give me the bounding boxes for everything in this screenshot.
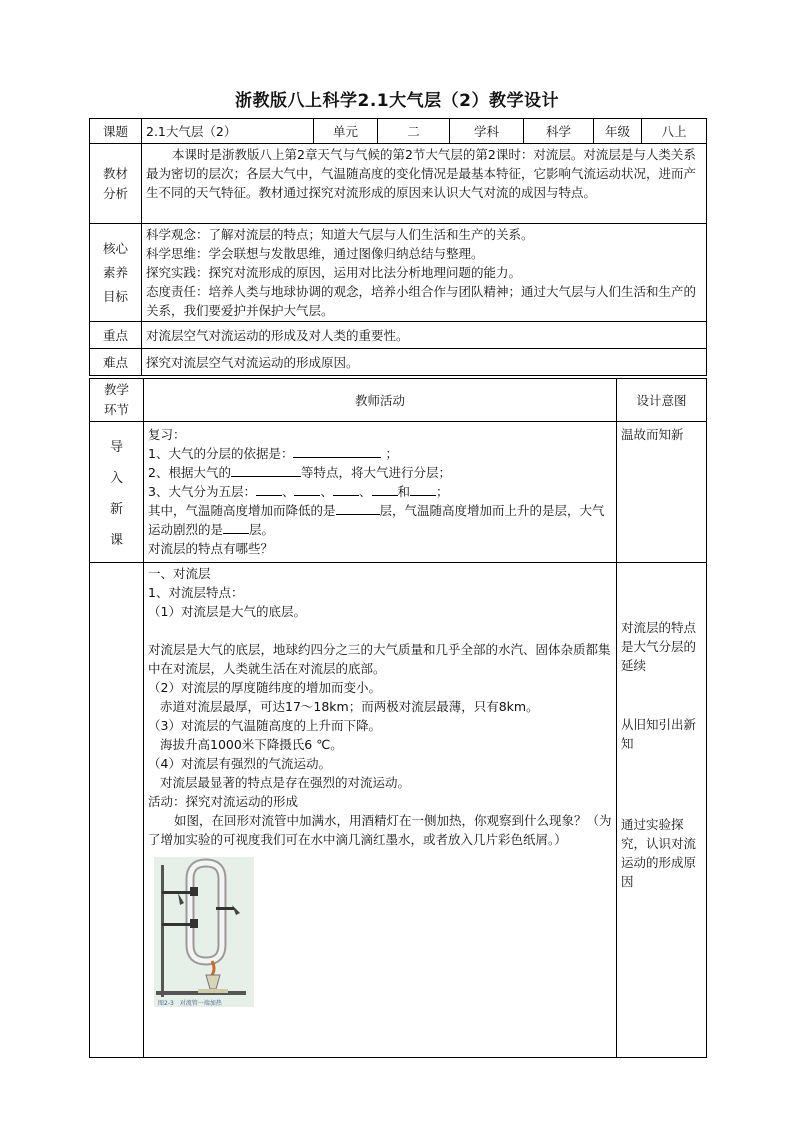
subject-label: 学科: [450, 119, 524, 144]
grade-value: 八上: [642, 119, 707, 144]
lesson-info-table: [89, 118, 707, 376]
literacy-goals: 科学观念：了解对流层的特点；知道大气层与人们生活和生产的关系。 科学思维：学会联想与发散思维，通过图像归纳总结与整理。 探究实践：探究对流形成的原因，运用对比法分析地理问题的能力。 态度责任：培养人类与地球协调的观念，培养小组合作与团队精神；通过大气层与人们生活和生产的关系，我们要爱护并保护大气层。: [142, 224, 707, 322]
topic-value: 2.1大气层（2）: [142, 119, 314, 144]
intro-intent: 温故而知新: [617, 422, 707, 563]
difficulty-text: 探究对流层空气对流运动的形成原因。: [142, 349, 707, 376]
topic-label: 课题: [90, 119, 142, 144]
key-point-text: 对流层空气对流运动的形成及对人类的重要性。: [142, 322, 707, 349]
convection-tube-figure: [154, 857, 254, 1007]
document-title: 浙教版八上科学2.1大气层（2）教学设计: [235, 91, 559, 111]
grade-label: 年级: [594, 119, 642, 144]
lesson-content: 一、对流层 1、对流层特点： （1）对流层是大气的底层。 对流层是大气的底层，地球约四分之三的大气质量和几乎全部的水汽、固体杂质都集中在对流层，人类就生活在对流层的底部。 （2）对流层的厚度随纬度的增加而变小。 赤道对流层最厚，可达17～18km；而两极对流层最薄，只有8km。 （3）对流层的气温随高度的上升而下降。 海拔升高1000米下降摄氏6 ℃。 （4）对流层有强烈的气流运动。 对流层最显著的特点是存在强烈的对流运动。 活动：探究对流运动的形成 如图，在回形对流管中加满水，用酒精灯在一侧加热，你观察到什么现象？（为了增加实验的可视度我们可在水中滴几滴红墨水，或者放入几片彩色纸屑。） 图2-3 对流管一端加热: [144, 563, 617, 1058]
unit-value: 二: [378, 119, 450, 144]
teacher-activity-header: 教师活动: [144, 379, 617, 422]
figure-caption: 图2-3 对流管一端加热: [158, 1000, 222, 1007]
lesson-stage-label: [90, 563, 144, 1058]
key-point-label: 重点: [90, 322, 142, 349]
unit-label: 单元: [314, 119, 378, 144]
intro-stage-label: 导 入 新 课: [90, 422, 144, 563]
stage-header: 教学 环节: [90, 379, 144, 422]
analysis-label: 教材 分析: [90, 144, 142, 224]
difficulty-label: 难点: [90, 349, 142, 376]
teaching-process-table: [89, 378, 707, 1058]
subject-value: 科学: [524, 119, 594, 144]
intro-review: 复习： 1、大气的分层的依据是： ； 2、根据大气的 等特点，将大气进行分层； 3、大气分为五层： 、 、 、 和 ； 其中，气温随高度增加而降低的是 层，气温随高度增加而上升的是层，大气运动剧烈的是 层。 对流层的特点有哪些？: [144, 422, 617, 563]
analysis-text: 本课时是浙教版八上第2章天气与气候的第2节大气层的第2课时：对流层。对流层是与人类关系最为密切的层次；各层大气中，气温随高度的变化情况是最基本特征，它影响气流运动状况，进而产生不同的天气特征。教材通过探究对流形成的原因来认识大气对流的成因与特点。: [142, 144, 707, 224]
lesson-intent: 对流层的特点是大气分层的延续 从旧知引出新知 通过实验探究，认识对流运动的形成原因: [617, 563, 707, 1058]
design-intent-header: 设计意图: [617, 379, 707, 422]
literacy-label: 核心 素养 目标: [90, 224, 142, 322]
